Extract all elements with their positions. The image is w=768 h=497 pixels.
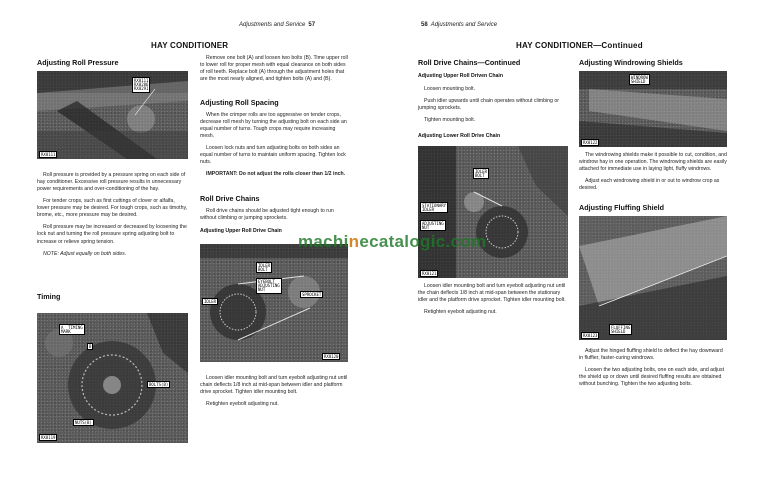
lower-drive-p2: Retighten eyebolt adjusting nut. <box>424 309 497 316</box>
left-col2-spacing-body <box>200 112 348 179</box>
left-page-number: 57 <box>308 22 316 28</box>
roll-pressure-p1: Roll pressure is provided by a pressure spring on each side of hay conditioner. Excessive roll pressure results in unnecessary power requirements and over-conditioning of the hay. <box>37 172 186 193</box>
roll-pressure-p3: Roll pressure may be increased or decreased by loosening the lock nut and turning the roll pressure spring adjusting bolt to increase or relieve spring tension. <box>37 224 187 245</box>
left-header-text: Adjustments and Service <box>239 22 306 28</box>
heading-timing: Timing <box>37 292 61 301</box>
watermark <box>298 232 486 252</box>
lower-drive-label-rx: RX8121 <box>422 270 437 276</box>
windrow-p1: The windrowing shields make it possible to cut, condition, and windrow hay in one operation. The windrowing shields are easily attached for immediate use in laying light, fluffy windrows. <box>579 152 727 173</box>
timing-label-rx: RX8119 <box>41 434 56 440</box>
roll-drive-p1: Roll drive chains should be adjusted tight enough to run without climbing or jumping sprockets. <box>200 208 334 222</box>
heading-adjusting-roll-pressure: Adjusting Roll Pressure <box>37 58 119 67</box>
driven-p3: Tighten mounting bolt. <box>424 117 476 124</box>
sub-adjusting-upper-roll-drive-chain: Adjusting Upper Roll Drive Chain <box>200 228 282 234</box>
windrow-p2: Adjust each windrowing shield in or out to windrow crop as desired. <box>579 178 720 192</box>
roll-pressure-photo <box>37 71 188 159</box>
left-col2-upper-body <box>200 375 348 408</box>
timing-instructions: Remove one bolt (A) and loosen two bolts (B). Time upper roll to lower roll for proper mesh with equal clearance on both sides of roll teeth. Replace bolt (A) through the adjustment holes that are the most nearly aligned, and tighten bolts (A) and (B). <box>200 55 348 83</box>
fluff-label-rx: RX8123 <box>583 332 598 338</box>
timing-label-mark: A TIMING MARK <box>61 324 83 334</box>
heading-adjusting-fluffing-shield: Adjusting Fluffing Shield <box>579 203 665 212</box>
sub-adjusting-lower-roll-drive-chain: Adjusting Lower Roll Drive Chain <box>418 133 501 139</box>
upper-drive-p1: Loosen idler mounting bolt and turn eyebolt adjusting nut until chain deflects 1/8 inch at mid-span between idler and platform drive sprocket. Tighten idler mounting bolt. <box>200 375 348 396</box>
left-page-title: HAY CONDITIONER <box>151 41 229 50</box>
heading-roll-drive-chains-continued: Roll Drive Chains—Continued <box>418 58 521 67</box>
left-col1-body <box>37 172 188 258</box>
windrow-label-shield: WINDROW SHIELD <box>631 74 648 84</box>
lower-roll-drive-photo <box>418 146 568 278</box>
upper-drive-label-rx: RX8120 <box>324 353 339 359</box>
heading-roll-drive-chains: Roll Drive Chains <box>200 194 260 203</box>
watermark-part3: ecatalogic.com <box>359 232 487 251</box>
left-col2-drive-body <box>200 208 348 222</box>
watermark-part1: machi <box>298 232 349 251</box>
windrowing-shield-photo <box>579 71 727 147</box>
upper-roll-drive-photo <box>200 244 348 362</box>
right-header-text: Adjustments and Service <box>430 22 498 28</box>
upper-drive-label-eyebolt: EYEBOLT ADJUSTING NUT <box>258 278 280 292</box>
left-col2-intro <box>200 55 348 83</box>
watermark-part2: n <box>348 232 360 251</box>
left-page-header <box>239 22 318 28</box>
upper-drive-label-sprocket: SPROCKET <box>302 291 322 297</box>
roll-pressure-label-2: RX8111 <box>41 151 56 157</box>
right-col1-lower-body <box>418 283 568 316</box>
right-col2-fluff-body <box>579 348 727 388</box>
roll-spacing-important: IMPORTANT: Do not adjust the rolls closer than 1/2 inch. <box>206 171 346 178</box>
timing-label-bolts: BOLTS(B) <box>149 381 169 387</box>
roll-spacing-p1: When the crimper rolls are too aggressive on tender crops, decrease roll mesh by turning the adjusting bolt on each side an equal number of turns. Tough crops may require increasing mesh. <box>200 112 347 140</box>
roll-pressure-label-1: RX8111 RX8286 RX8291 <box>134 77 149 91</box>
fluffing-shield-photo <box>579 216 727 340</box>
timing-label-nuts: NUTS(B) <box>75 419 92 425</box>
heading-adjusting-roll-spacing: Adjusting Roll Spacing <box>200 98 279 107</box>
roll-spacing-p2: Loosen lock nuts and turn adjusting bolts on both sides an equal number of turns to maintain uniform spacing. Tighten lock nuts. <box>200 145 346 166</box>
fluff-p2: Loosen the two adjusting bolts, one on each side, and adjust the shield up or down until desired fluffing results are obtained without bunching. Tighten the two adjusting bolts. <box>579 367 725 388</box>
right-page-number: 58 <box>421 22 428 28</box>
right-page-title: HAY CONDITIONER—Continued <box>516 41 643 50</box>
fluff-p1: Adjust the hinged fluffing shield to deflect the hay downward in fluffier, faster-curing windrows. <box>579 348 723 362</box>
fluff-label-shield: FLUFFING SHIELD <box>611 324 631 334</box>
timing-photo <box>37 313 188 443</box>
heading-adjusting-windrowing-shields: Adjusting Windrowing Shields <box>579 58 683 67</box>
windrow-label-rx: RX8122 <box>583 139 598 145</box>
right-col2-windrow-body <box>579 152 727 192</box>
lower-drive-label-stationary: STATIONARY IDLER <box>422 202 447 212</box>
driven-p1: Loosen mounting bolt. <box>424 86 476 92</box>
right-page-header <box>418 22 497 28</box>
upper-drive-label-idler-bolt: IDLER BOLT <box>258 262 271 272</box>
roll-pressure-note: NOTE: Adjust equally on both sides. <box>43 250 127 257</box>
driven-p2: Push idler upwards until chain operates without climbing or jumping sprockets. <box>418 98 559 112</box>
right-col1-driven-body <box>418 86 568 124</box>
sub-adjusting-upper-roll-driven-chain: Adjusting Upper Roll Driven Chain <box>418 73 504 79</box>
upper-drive-label-idler: IDLER <box>204 298 217 304</box>
upper-drive-p2: Retighten eyebolt adjusting nut. <box>206 401 279 408</box>
lower-drive-p1: Loosen idler mounting bolt and turn eyebolt adjusting nut until the chain deflects 1/8 inch at mid-span between the stationary idler and the platform drive sprocket. Tighten idler mounting bolt. <box>418 283 566 304</box>
lower-drive-label-idler-bolt: IDLER BOLT <box>475 168 488 178</box>
lower-drive-label-adjusting: ADJUSTING NUT <box>422 220 444 230</box>
timing-label-b: B <box>89 343 92 349</box>
roll-pressure-p2: For tender crops, such as first cuttings of clover or alfalfa, lower pressure may be desired. For tough crops, such as timothy, brome, etc., more pressure may be desired. <box>37 198 188 219</box>
